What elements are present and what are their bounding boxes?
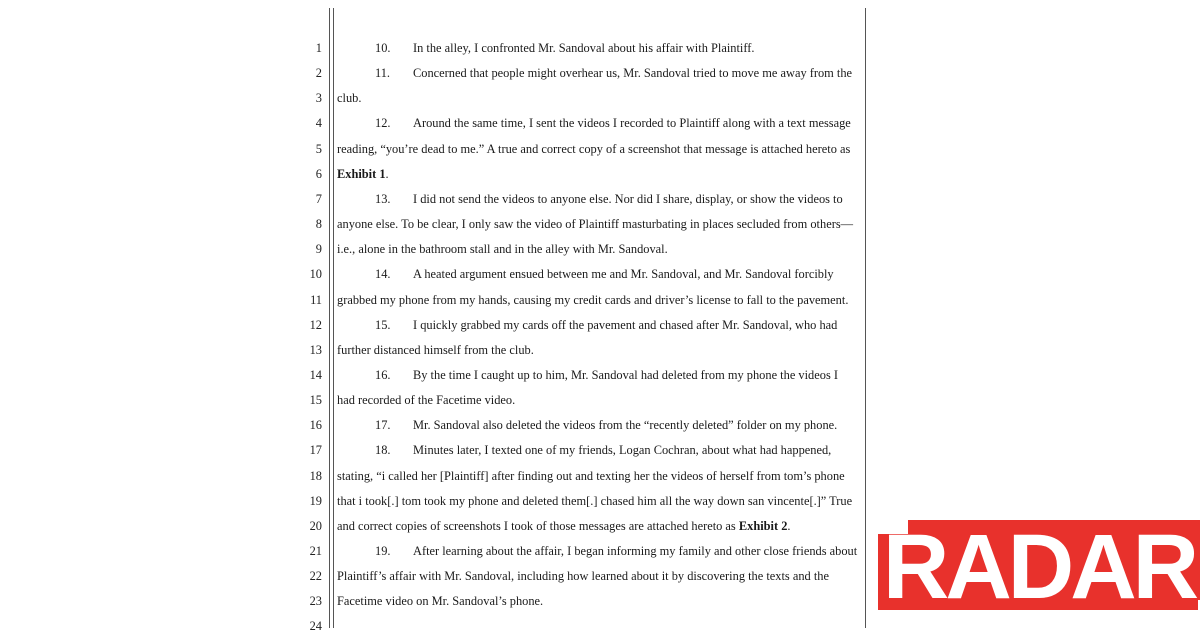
- line-number: 3: [315, 91, 322, 106]
- paragraph-number: 12.: [375, 116, 391, 131]
- line-text: 18. Minutes later, I texted one of my friends, Logan Cochran, about what had happened,: [375, 438, 831, 463]
- document-line: [0, 464, 900, 489]
- line-number: 4: [315, 116, 322, 131]
- line-text: 13. I did not send the videos to anyone else. Nor did I share, display, or show the videos to: [375, 187, 843, 212]
- paragraph-number: 15.: [375, 317, 391, 332]
- document-line: [0, 589, 900, 614]
- line-number: 7: [315, 191, 322, 206]
- paragraph-number: 19.: [375, 544, 391, 558]
- line-number: 17: [309, 443, 322, 458]
- paragraph-number: 10.: [375, 41, 391, 55]
- document-line: [0, 262, 900, 287]
- line-text: 19. After learning about the affair, I began informing my family and other close friends about: [375, 539, 857, 564]
- line-number: 8: [315, 217, 322, 232]
- svg-text:RADAR: RADAR: [882, 520, 1196, 610]
- document-line: [0, 61, 900, 86]
- line-text: i.e., alone in the bathroom stall and in the alley with Mr. Sandoval.: [337, 242, 668, 257]
- document-line: [0, 514, 900, 539]
- line-text: 16. By the time I caught up to him, Mr. Sandoval had deleted from my phone the videos I: [375, 363, 838, 388]
- paragraph-number: 18.: [375, 443, 391, 458]
- paragraph-number: 16.: [375, 367, 391, 382]
- exhibit-reference: Exhibit 2: [738, 518, 788, 533]
- line-number: 24: [309, 619, 322, 634]
- line-text: stating, “i called her [Plaintiff] after finding out and texting her the videos of herself from tom’s phone: [337, 468, 845, 483]
- line-number: 16: [309, 418, 322, 433]
- line-text: 14. A heated argument ensued between me and Mr. Sandoval, and Mr. Sandoval forcibly: [375, 262, 834, 287]
- line-text: and correct copies of screenshots I took of those messages are attached hereto as Exhibit 2.: [337, 518, 791, 533]
- paragraph-number: 17.: [375, 418, 391, 433]
- line-text: further distanced himself from the club.: [337, 342, 534, 357]
- line-text: had recorded of the Facetime video.: [337, 393, 516, 408]
- line-text: 15. I quickly grabbed my cards off the pavement and chased after Mr. Sandoval, who had: [375, 313, 837, 338]
- document-line: [0, 388, 900, 413]
- line-number: 22: [309, 569, 322, 584]
- line-number: 23: [309, 594, 322, 609]
- line-text: anyone else. To be clear, I only saw the video of Plaintiff masturbating in places secluded from others—: [337, 217, 854, 232]
- document-line: [0, 212, 900, 237]
- paragraph-number: 14.: [375, 267, 391, 282]
- document-line: [0, 363, 900, 388]
- line-number: 1: [315, 41, 322, 55]
- line-text: club.: [337, 91, 362, 106]
- document-line: [0, 489, 900, 514]
- document-line: [0, 614, 900, 639]
- line-number: 13: [309, 342, 322, 357]
- document-line: [0, 111, 900, 136]
- line-text: reading, “you’re dead to me.” A true and correct copy of a screenshot that message is attached hereto as: [337, 141, 851, 156]
- line-number: 2: [315, 66, 322, 81]
- line-text: 11. Concerned that people might overhear us, Mr. Sandoval tried to move me away from the: [375, 61, 852, 86]
- radar-logo: [878, 520, 1200, 610]
- line-number: 5: [315, 141, 322, 156]
- line-text: 12. Around the same time, I sent the videos I recorded to Plaintiff along with a text message: [375, 111, 851, 136]
- line-number: 12: [309, 317, 322, 332]
- document-line: [0, 413, 900, 438]
- line-number: 18: [309, 468, 322, 483]
- document-line: [0, 313, 900, 338]
- line-number: 21: [309, 544, 322, 558]
- line-number: 10: [309, 267, 322, 282]
- line-number: 11: [310, 292, 322, 307]
- line-text: 17. Mr. Sandoval also deleted the videos from the “recently deleted” folder on my phone.: [375, 413, 837, 438]
- line-text: 10. In the alley, I confronted Mr. Sandoval about his affair with Plaintiff.: [375, 36, 754, 61]
- document-line: [0, 86, 900, 111]
- document-line: [0, 288, 900, 313]
- document-line: [0, 36, 900, 61]
- paragraph-number: 13.: [375, 191, 391, 206]
- paragraph-number: 11.: [375, 66, 391, 81]
- line-text: Facetime video on Mr. Sandoval’s phone.: [337, 594, 544, 609]
- document-line: [0, 162, 900, 187]
- line-number: 14: [309, 367, 322, 382]
- document-line: [0, 564, 900, 589]
- document-line: [0, 237, 900, 262]
- document-line: [0, 187, 900, 212]
- line-number: 15: [309, 393, 322, 408]
- exhibit-reference: Exhibit 1: [337, 166, 386, 181]
- line-text: Exhibit 1.: [337, 166, 389, 181]
- line-text: grabbed my phone from my hands, causing my credit cards and driver’s license to fall to the pavement.: [337, 292, 849, 307]
- line-number: 20: [309, 518, 322, 533]
- line-text: that i took[.] tom took my phone and deleted them[.] chased him all the way down san vincente[.]” True: [337, 493, 853, 508]
- document-line: [0, 137, 900, 162]
- document-line: [0, 539, 900, 564]
- line-number: 9: [315, 242, 322, 257]
- document-line: [0, 438, 900, 463]
- line-number: 19: [309, 493, 322, 508]
- line-text: Plaintiff’s affair with Mr. Sandoval, including how learned about it by discovering the texts and the: [337, 569, 829, 584]
- document-line: [0, 338, 900, 363]
- line-number: 6: [315, 166, 322, 181]
